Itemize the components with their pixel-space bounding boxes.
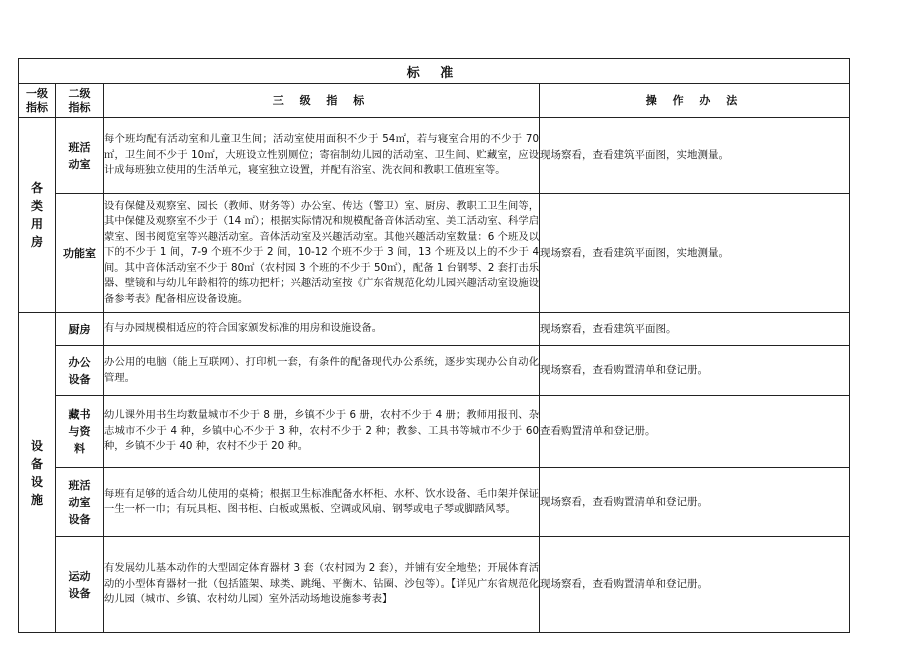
section-label: 设备设施 — [30, 438, 43, 507]
row-name-text: 班活 动室 — [68, 140, 91, 171]
row-name — [56, 194, 104, 313]
table-title-row — [19, 59, 850, 84]
row-method: 现场察看，查看建筑平面图。 — [540, 313, 850, 346]
row-name — [56, 118, 104, 194]
row-name-text: 班活 动室 设备 — [68, 478, 91, 526]
row-name-text: 藏书 与资 料 — [68, 408, 91, 455]
row-name — [56, 537, 104, 633]
table-row — [19, 468, 850, 537]
header-level1 — [19, 84, 56, 118]
row-method: 现场察看，查看建筑平面图，实地测量。 — [540, 194, 850, 313]
header-level1-label: 一级 指标 — [26, 86, 48, 114]
row-standard: 每个班均配有活动室和儿童卫生间；活动室使用面积不少于 54㎡，若与寝室合用的不少于 70 ㎡，卫生间不少于 10㎡，大班设立性别厕位；寄宿制幼儿园的活动室、卫生间、贮藏室，应设计成每班独立使用的生活单元，寝室独立设置，并配有浴室、洗衣间和教职工值班室等。 — [104, 118, 540, 194]
row-method: 现场察看，查看建筑平面图，实地测量。 — [540, 118, 850, 194]
table-row — [19, 118, 850, 194]
row-method: 现场察看，查看购置清单和登记册。 — [540, 468, 850, 537]
row-name — [56, 346, 104, 396]
header-level3: 三 级 指 标 — [104, 84, 540, 118]
standards-table — [18, 58, 850, 633]
row-name-text: 运动 设备 — [68, 569, 91, 600]
row-standard: 每班有足够的适合幼儿使用的桌椅；根据卫生标准配备水杯柜、水杯、饮水设备、毛巾架并保证一生一杯一巾；有玩具柜、图书柜、白板或黑板、空调或风扇、钢琴或电子琴或脚踏风琴。 — [104, 468, 540, 537]
section-label-equipment — [19, 313, 56, 633]
header-method: 操 作 办 法 — [540, 84, 850, 118]
table-title: 标 准 — [19, 59, 850, 84]
table-row — [19, 194, 850, 313]
header-level2 — [56, 84, 104, 118]
row-method: 现场察看，查看购置清单和登记册。 — [540, 537, 850, 633]
row-name-text: 功能室 — [63, 246, 96, 260]
table-row — [19, 313, 850, 346]
row-standard: 幼儿课外用书生均数量城市不少于 8 册，乡镇不少于 6 册，农村不少于 4 册；教师用报刊、杂志城市不少于 4 种，乡镇中心不少于 3 种，农村不少于 2 种；教参、工具书等城市不少于 60 种，乡镇不少于 40 种，农村不少于 20 种。 — [104, 396, 540, 468]
section-label-rooms — [19, 118, 56, 313]
table-row — [19, 396, 850, 468]
table-row — [19, 537, 850, 633]
row-name-text: 厨房 — [68, 322, 91, 336]
row-name — [56, 396, 104, 468]
section-label: 各类用房 — [30, 181, 43, 249]
row-standard: 有发展幼儿基本动作的大型固定体育器材 3 套（农村园为 2 套），并铺有安全地垫；开展体育活动的小型体育器材一批（包括篮架、球类、跳绳、平衡木、钻圈、沙包等）。【详见广东省规范化幼儿园（城市、乡镇、农村幼儿园）室外活动场地设施参考表】 — [104, 537, 540, 633]
row-standard: 有与办园规模相适应的符合国家颁发标准的用房和设施设备。 — [104, 313, 540, 346]
table-row — [19, 346, 850, 396]
row-method: 查看购置清单和登记册。 — [540, 396, 850, 468]
row-name — [56, 468, 104, 537]
row-standard: 设有保健及观察室、园长（教师、财务等）办公室、传达（警卫）室、厨房、教职工卫生间等，其中保健及观察室不少于（14 ㎡）；根据实际情况和规模配备音体活动室、美工活动室、科学启蒙室、图书阅览室等兴趣活动室。音体活动室及兴趣活动室。其他兴趣活动室数量：6 个班及以下的不少于 1 间，7-9 个班不少于 2 间，10-12 个班不少于 3 间，13 个班及以上的不少于 4 间。其中音体活动室不少于 80㎡（农村园 3 个班的不少于 50㎡），配备 1 台钢琴、2 套打击乐器、壁镜和与幼儿年龄相符的练功把杆；兴趣活动室按《广东省规范化幼儿园兴趣活动室设施设备参考表》配备相应设备设施。 — [104, 194, 540, 313]
row-standard: 办公用的电脑（能上互联网）、打印机一套，有条件的配备现代办公系统，逐步实现办公自动化管理。 — [104, 346, 540, 396]
header-level2-label: 二级 指标 — [68, 86, 91, 114]
header-row — [19, 84, 850, 118]
row-method: 现场察看，查看购置清单和登记册。 — [540, 346, 850, 396]
row-name-text: 办公 设备 — [68, 355, 91, 386]
row-name — [56, 313, 104, 346]
